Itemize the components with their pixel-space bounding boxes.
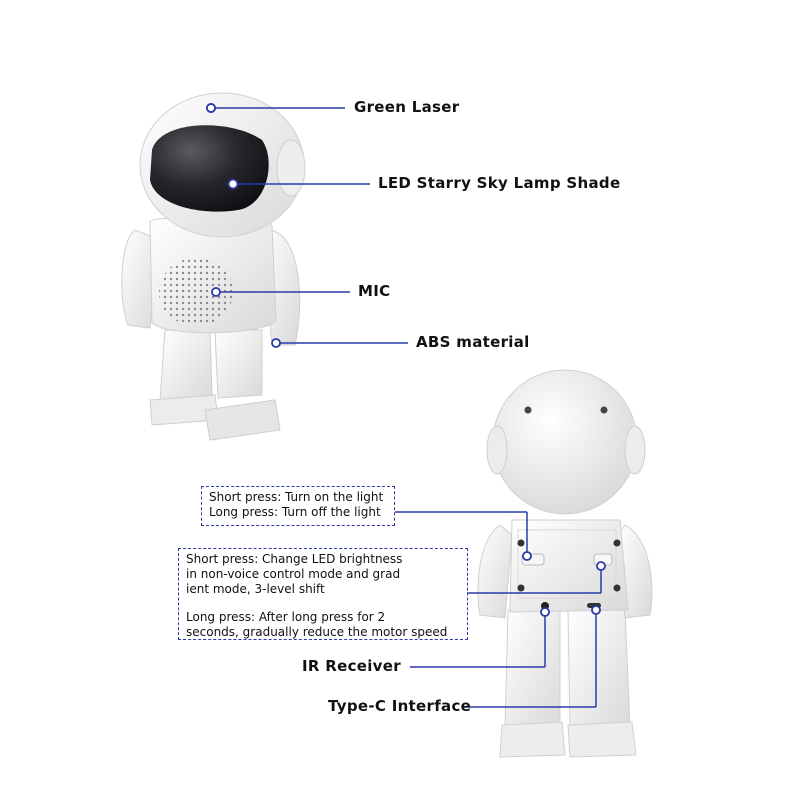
button1-description-box	[201, 486, 395, 526]
label-green-laser: Green Laser	[354, 98, 460, 116]
label-mic: MIC	[358, 282, 391, 300]
label-led-shade: LED Starry Sky Lamp Shade	[378, 174, 621, 192]
box-text: Short press: Change LED brightness	[186, 552, 403, 566]
robot-back	[478, 370, 652, 757]
box-text: Short press: Turn on the light	[209, 490, 384, 504]
label-typec: Type-C Interface	[328, 697, 472, 715]
robot-front	[122, 93, 305, 440]
box-text: seconds, gradually reduce the motor speed	[186, 625, 448, 639]
label-abs: ABS material	[416, 333, 530, 351]
label-ir-receiver: IR Receiver	[302, 657, 401, 675]
button2-description-box	[178, 548, 468, 640]
box-text: ient mode, 3-level shift	[186, 582, 325, 596]
box-text: Long press: After long press for 2	[186, 610, 386, 624]
box-text: Long press: Turn off the light	[209, 505, 381, 519]
box-text: in non-voice control mode and grad	[186, 567, 401, 581]
